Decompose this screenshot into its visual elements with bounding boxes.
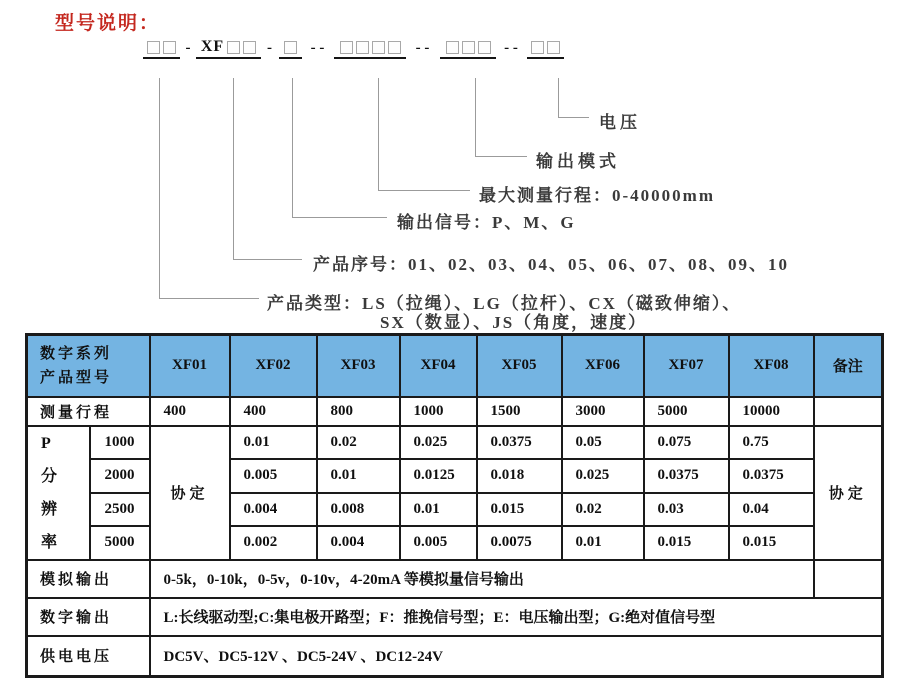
spec-analog-value: 0-5k，0-10k，0-5v，0-10v，4-20mA 等模拟量信号输出 [150, 560, 814, 598]
code-placeholder-box-icon [284, 41, 297, 54]
spec-travel-value: 400 [230, 397, 317, 426]
spec-header-model: XF01 [150, 335, 230, 397]
connector-voltage-vline [558, 78, 559, 118]
spec-resolution-label-char: 率 [41, 533, 58, 551]
code-placeholder-box-icon [372, 41, 385, 54]
spec-header-model: XF07 [644, 335, 729, 397]
spec-resolution-value: 0.005 [230, 459, 317, 493]
connector-serial-vline [233, 78, 234, 260]
spec-travel-remark [814, 397, 883, 426]
spec-resolution-value: 0.02 [317, 426, 400, 460]
connector-product-type-vline [159, 78, 160, 299]
connector-signal-hline [292, 217, 387, 218]
spec-resolution-remark: 协定 [814, 426, 883, 560]
spec-table [25, 333, 884, 678]
code-placeholder-box-icon [340, 41, 353, 54]
spec-resolution-value: 0.0375 [644, 459, 729, 493]
code-placeholder-box-icon [462, 41, 475, 54]
spec-resolution-value: 0.01 [230, 426, 317, 460]
model-code-line [0, 0, 909, 70]
model-code-dash: - - [504, 40, 518, 56]
spec-resolution-value: 0.075 [644, 426, 729, 460]
spec-resolution-value: 0.025 [400, 426, 477, 460]
spec-resolution-value: 0.0375 [729, 459, 814, 493]
spec-resolution-freq: 5000 [90, 526, 150, 560]
spec-analog-remark [814, 560, 883, 598]
spec-resolution-value: 0.01 [400, 493, 477, 527]
spec-resolution-value: 0.015 [477, 493, 562, 527]
model-code-group [279, 38, 302, 59]
spec-resolution-value: 0.04 [729, 493, 814, 527]
spec-power-value: DC5V、DC5-12V 、DC5-24V 、DC12-24V [150, 636, 883, 677]
spec-header-series-line: 产品型号 [40, 369, 113, 386]
spec-travel-value: 3000 [562, 397, 644, 426]
spec-travel-value: 5000 [644, 397, 729, 426]
spec-resolution-value: 0.004 [317, 526, 400, 560]
spec-resolution-value: 0.018 [477, 459, 562, 493]
spec-resolution-label-char: 辨 [41, 500, 58, 518]
spec-analog-label: 模拟输出 [27, 560, 150, 598]
model-code-group [196, 38, 261, 59]
model-code-dash: - - [310, 40, 325, 56]
code-placeholder-box-icon [147, 41, 160, 54]
connector-signal-vline [292, 78, 293, 218]
model-code-group [527, 38, 564, 59]
spec-resolution-value: 0.002 [230, 526, 317, 560]
spec-resolution-label [27, 426, 90, 560]
model-code-group [143, 38, 180, 59]
spec-header-series-line: 数字系列 [40, 345, 113, 362]
label-voltage: 电压 [599, 113, 641, 132]
spec-travel-label: 测量行程 [27, 397, 150, 426]
connector-voltage-hline [558, 117, 589, 118]
spec-resolution-value: 0.01 [562, 526, 644, 560]
spec-resolution-freq: 1000 [90, 426, 150, 460]
connector-travel-hline [378, 190, 470, 191]
spec-resolution-value: 0.05 [562, 426, 644, 460]
spec-header-model: XF02 [230, 335, 317, 397]
spec-resolution-value: 0.03 [644, 493, 729, 527]
code-placeholder-box-icon [478, 41, 491, 54]
spec-travel-value: 1000 [400, 397, 477, 426]
label-max-travel: 最大测量行程：0-40000mm [479, 186, 715, 205]
connector-mode-hline [475, 156, 527, 157]
table-row-power [27, 636, 883, 677]
model-code-group [440, 38, 496, 59]
code-placeholder-box-icon [163, 41, 176, 54]
table-row-resolution [27, 426, 883, 460]
spec-header-remark: 备注 [814, 335, 883, 397]
spec-resolution-value: 0.004 [230, 493, 317, 527]
connector-travel-vline [378, 78, 379, 191]
spec-power-label: 供电电压 [27, 636, 150, 677]
code-placeholder-box-icon [227, 41, 240, 54]
spec-resolution-value: 0.02 [562, 493, 644, 527]
connector-mode-vline [475, 78, 476, 157]
spec-resolution-xf01: 协定 [150, 426, 230, 560]
table-row-analog [27, 560, 883, 598]
spec-resolution-value: 0.005 [400, 526, 477, 560]
spec-resolution-value: 0.025 [562, 459, 644, 493]
spec-header-model: XF08 [729, 335, 814, 397]
spec-resolution-value: 0.015 [729, 526, 814, 560]
label-product-type-line1: 产品类型：LS（拉绳）、LG（拉杆）、CX（磁致伸缩）、 [267, 294, 742, 313]
spec-digital-value: L:长线驱动型;C:集电极开路型；F：推挽信号型；E：电压输出型；G:绝对值信号型 [150, 598, 883, 636]
label-output-signal: 输出信号：P、M、G [397, 213, 576, 232]
spec-travel-value: 800 [317, 397, 400, 426]
spec-header-model: XF06 [562, 335, 644, 397]
code-placeholder-box-icon [356, 41, 369, 54]
spec-resolution-label-char: P [41, 434, 51, 452]
spec-resolution-value: 0.75 [729, 426, 814, 460]
code-placeholder-box-icon [243, 41, 256, 54]
code-placeholder-box-icon [388, 41, 401, 54]
spec-header-model: XF03 [317, 335, 400, 397]
connector-product-type-hline [159, 298, 259, 299]
table-row-travel [27, 397, 883, 426]
table-header-row [27, 335, 883, 397]
label-output-mode: 输出模式 [536, 152, 620, 171]
model-code-dash: - [185, 40, 191, 56]
table-row-digital [27, 598, 883, 636]
spec-header-model: XF04 [400, 335, 477, 397]
spec-resolution-value: 0.0075 [477, 526, 562, 560]
code-placeholder-box-icon [547, 41, 560, 54]
spec-digital-label: 数字输出 [27, 598, 150, 636]
label-product-type-line2: SX（数显）、JS（角度，速度） [380, 313, 648, 332]
page-title: 型号说明： [55, 13, 161, 34]
connector-serial-hline [233, 259, 302, 260]
spec-header-model: XF05 [477, 335, 562, 397]
model-code-dash: - [267, 40, 272, 56]
spec-travel-value: 1500 [477, 397, 562, 426]
spec-resolution-freq: 2500 [90, 493, 150, 527]
spec-resolution-value: 0.01 [317, 459, 400, 493]
spec-travel-value: 10000 [729, 397, 814, 426]
code-placeholder-box-icon [446, 41, 459, 54]
code-placeholder-box-icon [531, 41, 544, 54]
spec-resolution-freq: 2000 [90, 459, 150, 493]
label-serial: 产品序号：01、02、03、04、05、06、07、08、09、10 [313, 255, 789, 274]
spec-resolution-value: 0.008 [317, 493, 400, 527]
model-code-group [334, 38, 406, 59]
spec-resolution-value: 0.0125 [400, 459, 477, 493]
spec-resolution-value: 0.015 [644, 526, 729, 560]
model-code-prefix: XF [200, 38, 225, 55]
spec-resolution-label-char: 分 [41, 467, 58, 485]
spec-travel-value: 400 [150, 397, 230, 426]
spec-resolution-value: 0.0375 [477, 426, 562, 460]
spec-header-series-label [27, 335, 150, 397]
model-code-dash: - - [415, 40, 430, 56]
